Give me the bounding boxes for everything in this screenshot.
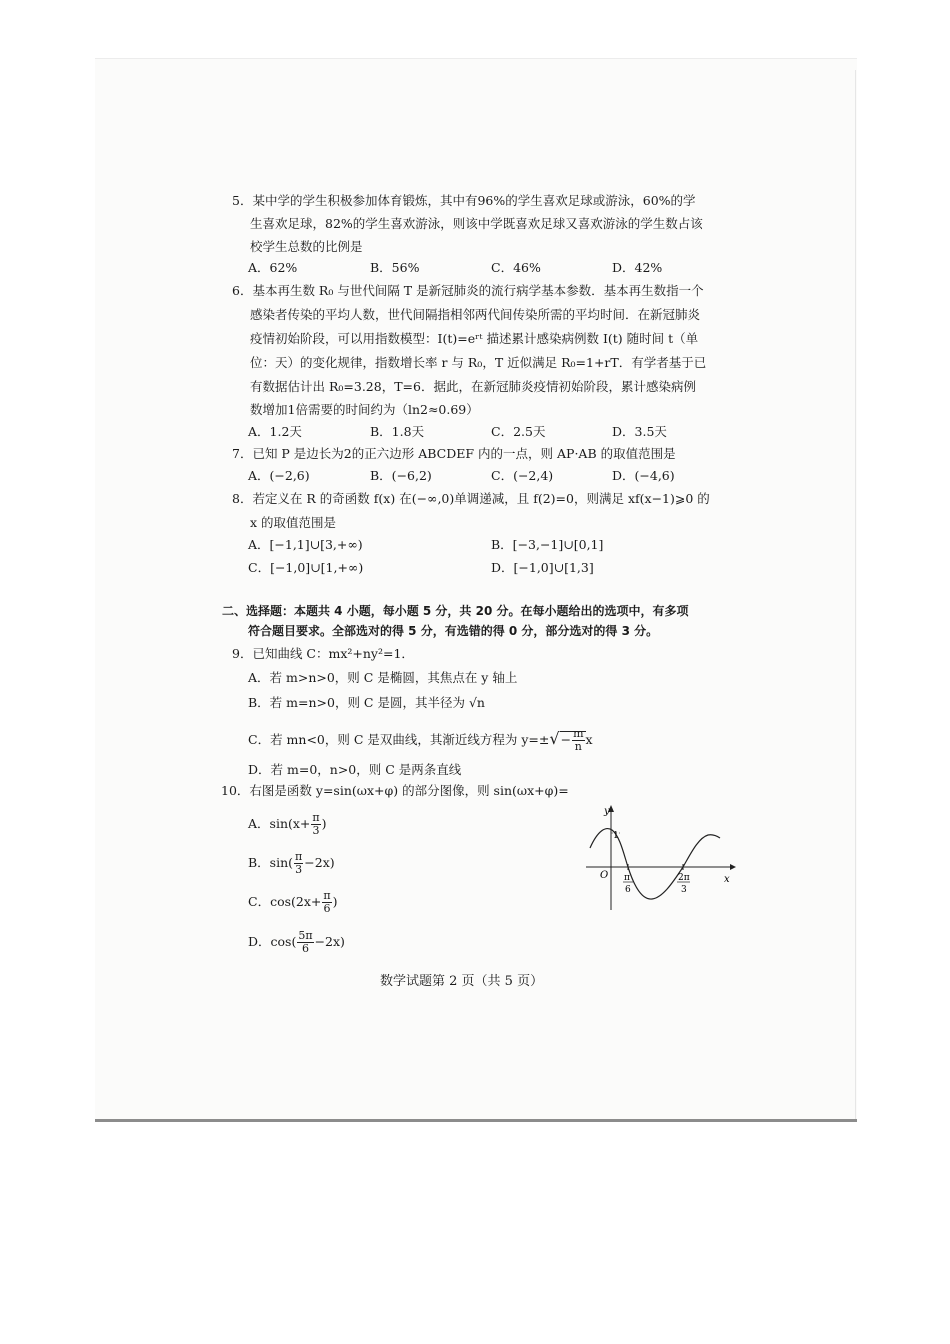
q9-option-c-den: n bbox=[574, 740, 582, 753]
q10-option-c-post: ) bbox=[332, 894, 338, 909]
q10-option-a-fraction bbox=[311, 812, 320, 837]
q10-option-a-pre: A．sin(x+ bbox=[248, 816, 311, 831]
section2-heading-line2: 符合题目要求。全部选对的得 5 分，有选错的得 0 分，部分选对的得 3 分。 bbox=[248, 624, 659, 638]
q8-option-a: A．[−1,1]∪[3,+∞) bbox=[248, 537, 363, 552]
page-footer: 数学试题第 2 页（共 5 页） bbox=[380, 974, 544, 989]
q10-option-d-fraction bbox=[297, 930, 313, 955]
x-axis-label: x bbox=[724, 874, 730, 885]
q7-option-c: C．(−2,4) bbox=[491, 468, 554, 483]
q9-line1: 9．已知曲线 C：mx²+ny²=1． bbox=[232, 646, 414, 661]
q7-option-a: A．(−2,6) bbox=[248, 468, 310, 483]
q8-option-c: C．[−1,0]∪[1,+∞) bbox=[248, 560, 364, 575]
q10-option-a bbox=[248, 812, 327, 837]
q7-option-d: D．(−4,6) bbox=[612, 468, 675, 483]
q10-option-b-pre: B．sin( bbox=[248, 855, 294, 870]
q5-line2: 生喜欢足球，82%的学生喜欢游泳，则该中学既喜欢足球又喜欢游泳的学生数占该 bbox=[250, 216, 703, 231]
q10-line1: 10．右图是函数 y=sin(ωx+φ) 的部分图像，则 sin(ωx+φ)= bbox=[221, 783, 569, 798]
q10-option-d bbox=[248, 930, 345, 955]
q6-line2: 感染者传染的平均人数，世代间隔指相邻两代间传染所需的平均时间．在新冠肺炎 bbox=[250, 307, 701, 322]
q10-option-b-post: −2x) bbox=[304, 855, 335, 870]
q10-option-d-num: 5π bbox=[298, 929, 313, 942]
tick1-num: π bbox=[624, 873, 630, 883]
q5-option-a: A．62% bbox=[248, 260, 298, 275]
q8-option-b: B．[−3,−1]∪[0,1] bbox=[491, 537, 604, 552]
q9-option-c bbox=[248, 728, 593, 753]
q6-line5: 有数据估计出 R₀=3.28，T=6．据此，在新冠肺炎疫情初始阶段，累计感染病例 bbox=[250, 379, 696, 394]
q10-option-d-post: −2x) bbox=[314, 934, 345, 949]
q10-option-b-den: 3 bbox=[295, 863, 303, 876]
q8-line1: 8．若定义在 R 的奇函数 f(x) 在(−∞,0)单调递减，且 f(2)=0，则满足 xf(x−1)⩾0 的 bbox=[232, 491, 710, 506]
tick1-den: 6 bbox=[625, 885, 631, 895]
x-axis-arrow bbox=[730, 864, 736, 870]
q10-option-d-pre: D．cos( bbox=[248, 934, 297, 949]
q5-option-b: B．56% bbox=[370, 260, 420, 275]
q6-line6: 数增加1倍需要的时间约为（ln2≈0.69） bbox=[250, 402, 479, 417]
q10-option-d-den: 6 bbox=[301, 942, 309, 955]
q7-option-b: B．(−6,2) bbox=[370, 468, 432, 483]
q10-option-a-post: ) bbox=[321, 816, 327, 831]
tick2-den: 3 bbox=[681, 885, 687, 895]
sine-curve bbox=[590, 829, 720, 899]
q9-option-c-minus: − $\frac{m}{n}$ bbox=[560, 727, 584, 753]
q10-option-a-den: 3 bbox=[312, 824, 320, 837]
q6-option-d: D．3.5天 bbox=[612, 424, 667, 439]
q10-option-b-fraction bbox=[294, 851, 303, 876]
q6-line4: 位：天）的变化规律，指数增长率 r 与 R₀，T 近似满足 R₀=1+rT．有学者基于已 bbox=[250, 355, 707, 370]
q9-option-b: B．若 m=n>0，则 C 是圆，其半径为 √n bbox=[248, 695, 485, 710]
sqrt-sign: √ bbox=[549, 729, 560, 748]
section2-heading-line1: 二、选择题：本题共 4 小题，每小题 5 分，共 20 分。在每小题给出的选项中，有多项 bbox=[222, 604, 689, 618]
q9-option-d: D．若 m=0，n>0，则 C 是两条直线 bbox=[248, 762, 462, 777]
q6-option-b: B．1.8天 bbox=[370, 424, 425, 439]
q7-line1: 7．已知 P 是边长为2的正六边形 ABCDEF 内的一点，则 AP·AB 的取值范围是 bbox=[232, 446, 676, 461]
q8-line2: x 的取值范围是 bbox=[250, 515, 337, 530]
sine-graph bbox=[580, 800, 740, 915]
q5-line1: 5．某中学的学生积极参加体育锻炼，其中有96%的学生喜欢足球或游泳，60%的学 bbox=[232, 193, 696, 208]
q10-option-c-pre: C．cos(2x+ bbox=[248, 894, 322, 909]
q5-line3: 校学生总数的比例是 bbox=[250, 239, 363, 254]
q6-line3: 疫情初始阶段，可以用指数模型：I(t)=eʳᵗ 描述累计感染病例数 I(t) 随时间 t（单 bbox=[250, 331, 699, 346]
q6-option-c: C．2.5天 bbox=[491, 424, 546, 439]
q5-option-c: C．46% bbox=[491, 260, 541, 275]
q10-option-c-den: 6 bbox=[323, 902, 331, 915]
y-axis-label: y bbox=[604, 806, 610, 817]
origin-label: O bbox=[600, 870, 609, 881]
q10-option-b-num: π bbox=[295, 850, 303, 863]
q8-option-d: D．[−1,0]∪[1,3] bbox=[491, 560, 594, 575]
q6-option-a: A．1.2天 bbox=[248, 424, 302, 439]
q6-line1: 6．基本再生数 R₀ 与世代间隔 T 是新冠肺炎的流行病学基本参数．基本再生数指一个 bbox=[232, 283, 704, 298]
q9-option-a: A．若 m>n>0，则 C 是椭圆，其焦点在 y 轴上 bbox=[248, 670, 518, 685]
q10-option-c-num: π bbox=[323, 889, 331, 902]
q10-option-c bbox=[248, 890, 337, 915]
q9-option-c-fraction bbox=[572, 728, 584, 753]
q9-option-c-num: m bbox=[573, 727, 584, 740]
q10-option-c-fraction bbox=[322, 890, 331, 915]
y-one-label: 1 bbox=[613, 831, 619, 841]
q9-option-c-text: C．若 mn<0，则 C 是双曲线，其渐近线方程为 y=± bbox=[248, 732, 550, 747]
q5-option-d: D．42% bbox=[612, 260, 663, 275]
q10-option-b bbox=[248, 851, 335, 876]
q10-option-a-num: π bbox=[312, 811, 320, 824]
q9-option-c-tail: x bbox=[585, 732, 593, 747]
tick2-num: 2π bbox=[678, 873, 690, 883]
